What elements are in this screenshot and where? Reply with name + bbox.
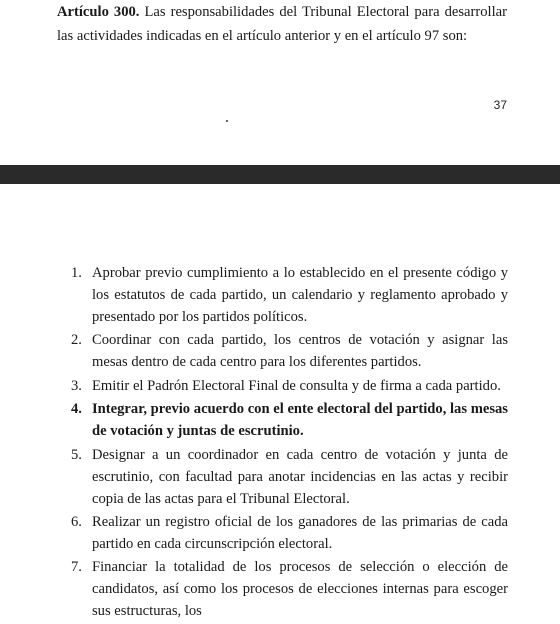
list-item-number: 1. (71, 265, 82, 281)
responsibilities-list (0, 262, 560, 624)
list-item-number: 3. (71, 377, 82, 394)
article-intro (57, 0, 507, 48)
page-number: 37 (493, 98, 507, 112)
list-item-number: 7. (71, 559, 82, 576)
list-item (0, 375, 508, 397)
list-item (0, 262, 508, 328)
list-item-text: Designar a un coordinador en cada centro de votación y junta de escrutinio, con facultad para anotar incidencias en las actas y recibir copia de las actas para el Tribunal Electoral. (92, 446, 508, 507)
article-intro-text: Las responsabilidades del Tribunal Electoral para desarrollar las actividades indicadas en el artículo anterior y en el artículo 97 son: (57, 4, 507, 44)
list-item-number: 5. (71, 446, 82, 463)
list-item (0, 444, 508, 510)
list-item-text: Emitir el Padrón Electoral Final de consulta y de firma a cada partido. (92, 377, 501, 394)
list-item-text: Aprobar previo cumplimiento a lo establecido en el presente código y los estatutos de cada partido, un calendario y reglamento aprobado y presentado por los partidos políticos. (92, 265, 508, 325)
article-label: Artículo 300. (57, 4, 140, 20)
list-item-text: Integrar, previo acuerdo con el ente electoral del partido, las mesas de votación y juntas de escrutinio. (92, 401, 508, 440)
list-item-text: Financiar la totalidad de los procesos de selección o elección de candidatos, así como los procesos de elecciones internas para escoger sus estructuras, los (92, 559, 508, 620)
list-item (0, 511, 508, 555)
list-item-number: 2. (71, 332, 82, 349)
list-item-number: 4. (71, 401, 82, 418)
list-item (0, 398, 508, 442)
list-item (0, 329, 508, 373)
list-item-text: Coordinar con cada partido, los centros de votación y asignar las mesas dentro de cada centro para los diferentes partidos. (92, 332, 508, 371)
list-item (0, 556, 508, 622)
scan-speck (226, 120, 228, 122)
list-item-text: Realizar un registro oficial de los ganadores de las primarias de cada partido en cada circunscripción electoral. (92, 513, 508, 552)
list-item-number: 6. (71, 513, 82, 530)
page-break-bar (0, 165, 560, 184)
